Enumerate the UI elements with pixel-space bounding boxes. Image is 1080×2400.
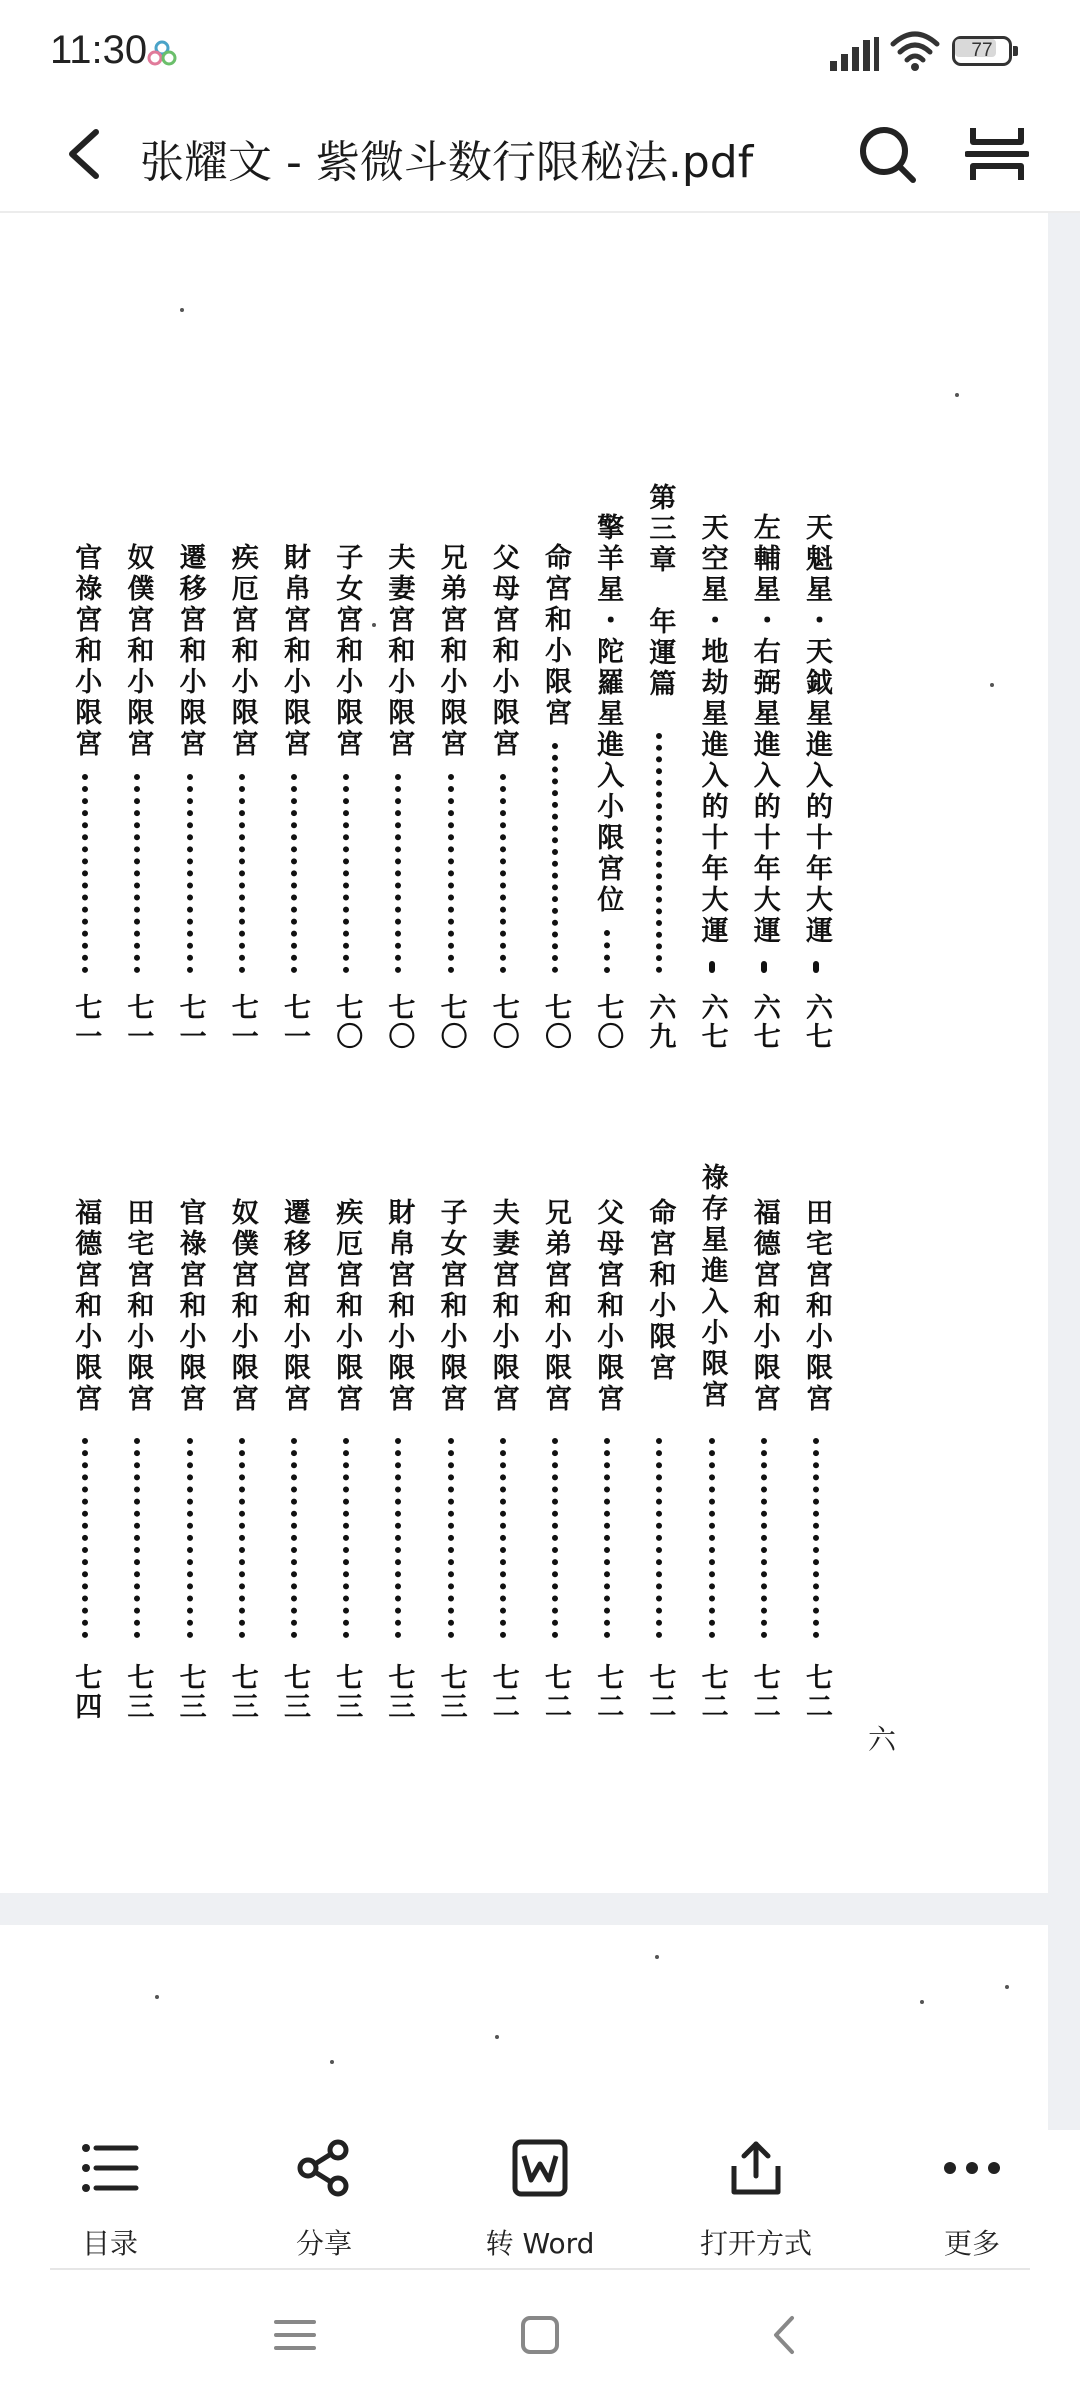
- toc-entry: 官祿宮和小限宮: [70, 543, 102, 760]
- toc-leader-dots: [343, 774, 349, 973]
- toc-leader-dots: [134, 1438, 140, 1638]
- share-label: 分享: [295, 2227, 352, 2260]
- toc-leader-dots: [395, 1438, 401, 1638]
- toc-leader-dots: [552, 1438, 558, 1638]
- toc-page-ref: 七〇: [383, 993, 415, 1051]
- toc-page-ref: 七一: [226, 993, 258, 1051]
- back-icon[interactable]: [56, 122, 116, 186]
- toc-entry: 財帛宮和小限宮: [383, 1198, 415, 1415]
- toc-page-ref: 六七: [696, 993, 728, 1051]
- toc-page-ref: 七一: [279, 993, 310, 1051]
- toc-entry: 疾厄宮和小限宮: [226, 543, 258, 760]
- toc-page-ref: 七二: [696, 1663, 728, 1721]
- toc-leader-dots: [343, 1438, 349, 1638]
- wifi-icon: [890, 30, 940, 72]
- toc-page-ref: 七〇: [592, 993, 624, 1051]
- share-button[interactable]: [244, 2130, 404, 2270]
- toc-entry: 遷移宮和小限宮: [174, 543, 206, 760]
- toc-page-ref: 七三: [331, 1663, 363, 1721]
- toc-entry: 天魁星・天鉞星進入的十年大運: [801, 513, 832, 947]
- toc-leader-dots: [813, 1438, 819, 1638]
- toc-page-ref: 七二: [592, 1663, 624, 1721]
- toc-page-ref: 七三: [279, 1663, 310, 1721]
- toc-page-ref: 七二: [487, 1663, 519, 1721]
- toc-leader-dots: [604, 930, 610, 973]
- toc-entry: 子女宮和小限宮: [331, 543, 363, 760]
- toc-entry: 田宅宮和小限宮: [122, 1198, 154, 1415]
- toc-leader-dots: [709, 1438, 715, 1638]
- toc-entry: 夫妻宮和小限宮: [383, 543, 415, 760]
- share-icon: [294, 2138, 354, 2198]
- to-word-label: 转 Word: [485, 2227, 595, 2260]
- menu-nav-icon[interactable]: [270, 2310, 320, 2360]
- toc-entry: 官祿宮和小限宮: [174, 1198, 206, 1415]
- system-nav-bar: [0, 2270, 1080, 2400]
- back-nav-icon[interactable]: [760, 2310, 810, 2360]
- toc-leader-dots: [604, 1438, 610, 1638]
- toc-leader-dots: [448, 774, 454, 973]
- pdf-page: [0, 213, 1048, 1893]
- toc-leader-dots: [761, 1438, 767, 1638]
- toc-page-ref: 七二: [644, 1663, 676, 1721]
- scan-icon[interactable]: [965, 122, 1029, 186]
- toc-leader-dots: [448, 1438, 454, 1638]
- toc-entry: 財帛宮和小限宮: [279, 543, 310, 760]
- word-icon: [510, 2138, 570, 2198]
- toc-entry: 左輔星・右弼星進入的十年大運: [748, 513, 780, 947]
- toc-leader-dots: [239, 774, 245, 973]
- toc-entry: 福德宮和小限宮: [748, 1198, 780, 1415]
- document-viewer[interactable]: [0, 213, 1080, 2130]
- toc-entry: 祿存星進入小限宮: [696, 1163, 728, 1411]
- toc-leader-dots: [552, 743, 558, 973]
- toc-page-ref: 七三: [435, 1663, 467, 1721]
- toc-entry: 田宅宮和小限宮: [801, 1198, 832, 1415]
- more-label: 更多: [943, 2227, 1000, 2260]
- status-bar: [0, 0, 1080, 100]
- toc-entry: 疾厄宮和小限宮: [331, 1198, 363, 1415]
- toc-page-ref: 七二: [748, 1663, 780, 1721]
- toc-entry: 命宮和小限宮: [644, 1198, 676, 1384]
- toc-entry: 父母宮和小限宮: [592, 1198, 624, 1415]
- toc-page-ref: 七二: [801, 1663, 832, 1721]
- toc-entry: 奴僕宮和小限宮: [122, 543, 154, 760]
- toc-page-ref: 七〇: [487, 993, 519, 1051]
- toc-page-ref: 七一: [122, 993, 154, 1051]
- open-with-label: 打开方式: [699, 2227, 812, 2260]
- toc-page-ref: 七一: [174, 993, 206, 1051]
- toc-leader-dots: [82, 1438, 88, 1638]
- bottom-toolbar: [0, 2130, 1080, 2270]
- toc-entry: 子女宮和小限宮: [435, 1198, 467, 1415]
- more-icon: [942, 2138, 1002, 2198]
- toc-page-ref: 七三: [226, 1663, 258, 1721]
- toc-entry: 擎羊星・陀羅星進入小限宮位: [592, 513, 624, 916]
- toc-entry: 遷移宮和小限宮: [279, 1198, 310, 1415]
- toc-label: 目录: [81, 2227, 138, 2260]
- toc-leader-dots: [656, 1438, 662, 1638]
- open-with-button[interactable]: [676, 2130, 836, 2270]
- toc-page-ref: 七二: [540, 1663, 571, 1721]
- clover-icon: [147, 40, 177, 70]
- toc-page-ref: 七三: [174, 1663, 206, 1721]
- toc-entry: 兄弟宮和小限宮: [435, 543, 467, 760]
- toc-leader-dots: [709, 961, 715, 973]
- toc-entry: 兄弟宮和小限宮: [540, 1198, 571, 1415]
- toc-page-ref: 七〇: [435, 993, 467, 1051]
- toc-page-ref: 七三: [383, 1663, 415, 1721]
- toc-page-ref: 六九: [644, 993, 676, 1051]
- more-button[interactable]: [892, 2130, 1052, 2270]
- toc-page-ref: 七〇: [331, 993, 363, 1051]
- toc-page-ref: 七一: [70, 993, 102, 1051]
- toc-leader-dots: [813, 961, 819, 973]
- app-bar: [0, 100, 1080, 212]
- search-icon[interactable]: [855, 122, 919, 186]
- toc-leader-dots: [500, 774, 506, 973]
- toc-entry: 命宮和小限宮: [540, 543, 571, 729]
- toc-page-ref: 七〇: [540, 993, 571, 1051]
- toc-leader-dots: [291, 1438, 297, 1638]
- status-time: 11:30: [50, 28, 148, 72]
- pdf-page-next: [0, 1925, 1048, 2130]
- to-word-button[interactable]: [460, 2130, 620, 2270]
- toc-page-ref: 六七: [748, 993, 780, 1051]
- document-title: 张耀文 - 紫微斗数行限秘法.pdf: [140, 137, 754, 188]
- toc-entry: 夫妻宮和小限宮: [487, 1198, 519, 1415]
- battery-level: 77: [971, 40, 993, 61]
- toc-entry: 奴僕宮和小限宮: [226, 1198, 258, 1415]
- toc-page-ref: 七三: [122, 1663, 154, 1721]
- toc-leader-dots: [395, 774, 401, 973]
- toc-leader-dots: [239, 1438, 245, 1638]
- toc-leader-dots: [500, 1438, 506, 1638]
- toc-entry: 第三章 年運篇: [644, 483, 676, 700]
- page-gap: [0, 1893, 1080, 1925]
- toc-leader-dots: [134, 774, 140, 973]
- toc-leader-dots: [291, 774, 297, 973]
- toc-leader-dots: [187, 774, 193, 973]
- toc-button[interactable]: [30, 2130, 190, 2270]
- open-with-icon: [726, 2138, 786, 2198]
- toc-entry: 福德宮和小限宮: [70, 1198, 102, 1415]
- toc-entry: 天空星・地劫星進入的十年大運: [696, 513, 728, 947]
- battery-icon: [952, 36, 1020, 70]
- list-icon: [80, 2138, 140, 2198]
- page-number: 六: [868, 1723, 897, 1756]
- toc-leader-dots: [761, 961, 767, 973]
- signal-icon: [830, 37, 880, 71]
- toc-leader-dots: [82, 774, 88, 973]
- toc-leader-dots: [187, 1438, 193, 1638]
- toc-entry: 父母宮和小限宮: [487, 543, 519, 760]
- toc-leader-dots: [656, 733, 662, 973]
- home-nav-icon[interactable]: [515, 2310, 565, 2360]
- toc-page-ref: 六七: [801, 993, 832, 1051]
- toc-page-ref: 七四: [70, 1663, 102, 1721]
